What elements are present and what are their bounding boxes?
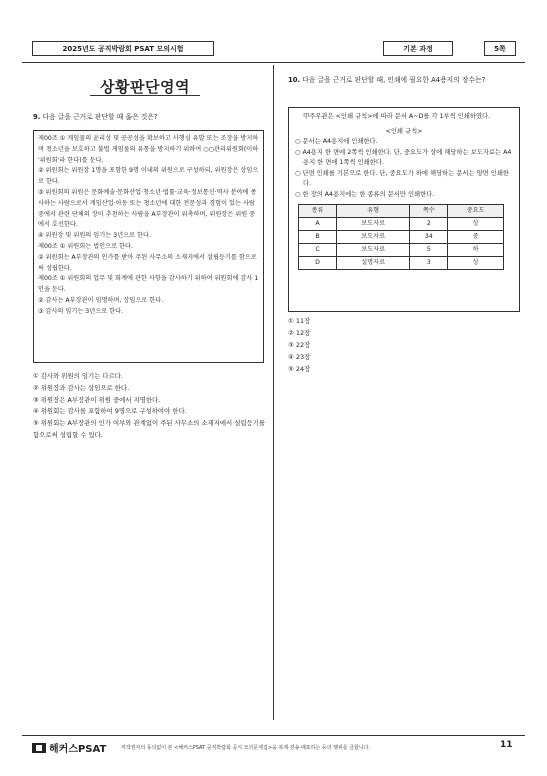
table-cell: 3 — [410, 257, 448, 270]
table-row — [299, 244, 504, 257]
table-cell: D — [299, 257, 337, 270]
answer-choice[interactable]: ④ 23장 — [288, 352, 311, 361]
answer-choice[interactable]: ② 12장 — [288, 328, 311, 337]
copyright-notice: 저작권자의 동의없이 본 <해커스PSAT 공직박람회 공식 모의문제집>을 복제·전송·배포하는 등의 행위를 금합니다. — [121, 745, 371, 751]
table-header-cell: 종류 — [299, 205, 337, 218]
course-label: 기본 과정 — [403, 44, 433, 53]
answer-choice[interactable]: ① 11장 — [288, 317, 311, 325]
table-header-cell: 쪽수 — [410, 205, 448, 218]
section-title: 상황판단영역 — [100, 78, 190, 96]
section-title-underline — [90, 95, 200, 96]
q9-stem: 다음 글을 근거로 판단할 때 옳은 것은? — [42, 113, 158, 121]
passage-paragraph: ③ 감사의 임기는 3년으로 한다. — [38, 307, 124, 315]
passage-paragraph: 제00조 ① 게임물의 윤리성 및 공공성을 확보하고 사행심 유발 또는 조장을 방지하며 청소년을 보호하고 불법 게임물의 유통을 방지하기 위하여 ○○관리위원회(이하 '위원회'라 한다)를 둔다. — [38, 135, 259, 164]
header-rule — [22, 62, 525, 63]
q9-number: 9. — [33, 113, 41, 121]
table-cell: C — [299, 244, 337, 257]
table-header-cell: 중요도 — [448, 205, 504, 218]
passage-paragraph: ④ 위원장 및 위원의 임기는 3년으로 한다. — [38, 232, 151, 240]
table-row — [299, 218, 504, 231]
rule-item: ○ 문서는 A4용지에 인쇄한다. — [295, 138, 378, 145]
passage-paragraph: ② 위원회는 위원장 1명을 포함한 9명 이내의 위원으로 구성하되, 위원장은 상임으로 한다. — [38, 167, 259, 186]
table-row — [299, 231, 504, 244]
q9-passage — [33, 130, 264, 363]
passage-paragraph: 제00조 ① 위원회의 업무 및 회계에 관한 사항을 감사하기 위하여 위원회에 감사 1인을 둔다. — [38, 275, 259, 294]
table-cell: 상 — [448, 218, 504, 231]
table-cell: 보도자료 — [337, 231, 410, 244]
table-cell: 하 — [448, 244, 504, 257]
q10-heading — [288, 74, 520, 86]
page-badge: 5쪽 — [494, 44, 506, 53]
q9-choices — [33, 371, 267, 442]
answer-choice[interactable]: ⑤ 24장 — [288, 364, 311, 373]
q10-intro: 甲주무관은 <인쇄 규칙>에 따라 문서 A~D를 각 1부씩 인쇄하였다. — [303, 113, 491, 120]
rule-item: ○ 한 장의 A4용지에는 한 종류의 문서만 인쇄한다. — [295, 190, 435, 198]
brand-name: 해커스PSAT — [49, 744, 107, 755]
page-badge-box — [484, 41, 516, 56]
answer-choice[interactable]: ③ 22장 — [288, 340, 311, 349]
document-table — [298, 204, 504, 270]
table-cell: 34 — [410, 231, 448, 244]
q10-passage — [288, 107, 520, 312]
answer-choice[interactable]: ② 위원장과 감사는 상임으로 한다. — [33, 383, 130, 392]
table-cell: 상 — [448, 257, 504, 270]
passage-paragraph: ② 위원회는 A부장관의 인가를 받아 주된 사무소의 소재지에서 설립등기를 함으로써 성립한다. — [38, 253, 257, 272]
table-cell: 5 — [410, 244, 448, 257]
table-cell: B — [299, 231, 337, 244]
table-cell: 보도자료 — [337, 244, 410, 257]
answer-choice[interactable]: ③ 위원장은 A부장관이 위원 중에서 지명한다. — [33, 395, 161, 404]
answer-choice[interactable]: ① 감사와 위원의 임기는 다르다. — [33, 372, 123, 380]
brand-logo-icon — [32, 743, 46, 753]
passage-paragraph: ② 감사는 A부장관이 임명하며, 상임으로 한다. — [38, 296, 164, 304]
column-divider — [273, 65, 274, 720]
brand — [32, 740, 106, 755]
rule-item: ○ 단면 인쇄를 기본으로 한다. 단, 중요도가 하에 해당하는 문서는 양면 인쇄한다. — [295, 169, 509, 187]
table-cell: 설명자료 — [337, 257, 410, 270]
rule-item: ○ A4용지 한 면에 2쪽씩 인쇄한다. 단, 중요도가 상에 해당하는 보도자료는 A4용지 한 면에 1쪽씩 인쇄한다. — [295, 148, 512, 166]
passage-paragraph: 제00조 ① 위원회는 법인으로 한다. — [38, 242, 133, 250]
q9-heading — [33, 112, 158, 122]
table-row — [299, 257, 504, 270]
table-header-row — [299, 205, 504, 218]
passage-paragraph: ③ 위원회의 위원은 문화예술·문화산업·청소년·법률·교육·정보통신·역사 분야에 종사하는 사람으로서 게임산업·아동 또는 청소년에 대한 전문성과 경험이 있는 사람 중에서 관련 단체의 장이 추천하는 사람을 A부장관이 위촉하며, 위원장은 위원 중에서 호선한다. — [38, 188, 257, 229]
page-number: 11 — [500, 740, 513, 750]
course-box — [383, 41, 453, 56]
table-cell: 2 — [410, 218, 448, 231]
table-cell: 보도자료 — [337, 218, 410, 231]
table-cell: 중 — [448, 231, 504, 244]
table-header-cell: 유형 — [337, 205, 410, 218]
exam-title: 2025년도 공직박람회 PSAT 모의시험 — [62, 44, 184, 53]
q10-stem: 다음 글을 근거로 판단할 때, 인쇄에 필요한 A4용지의 장수는? — [302, 76, 486, 84]
answer-choice[interactable]: ④ 위원회는 감사를 포함하여 9명으로 구성하여야 한다. — [33, 407, 187, 416]
rules-title: <인쇄 규칙> — [385, 127, 423, 135]
table-cell: A — [299, 218, 337, 231]
exam-title-box — [32, 41, 214, 56]
q10-number: 10. — [288, 76, 301, 84]
q10-choices — [288, 316, 310, 376]
footer-rule — [22, 735, 525, 736]
answer-choice[interactable]: ⑤ 위원회는 A부장관의 인가 여부와 관계없이 주된 사무소의 소재지에서 설립등기를 함으로써 성립할 수 있다. — [33, 419, 266, 439]
